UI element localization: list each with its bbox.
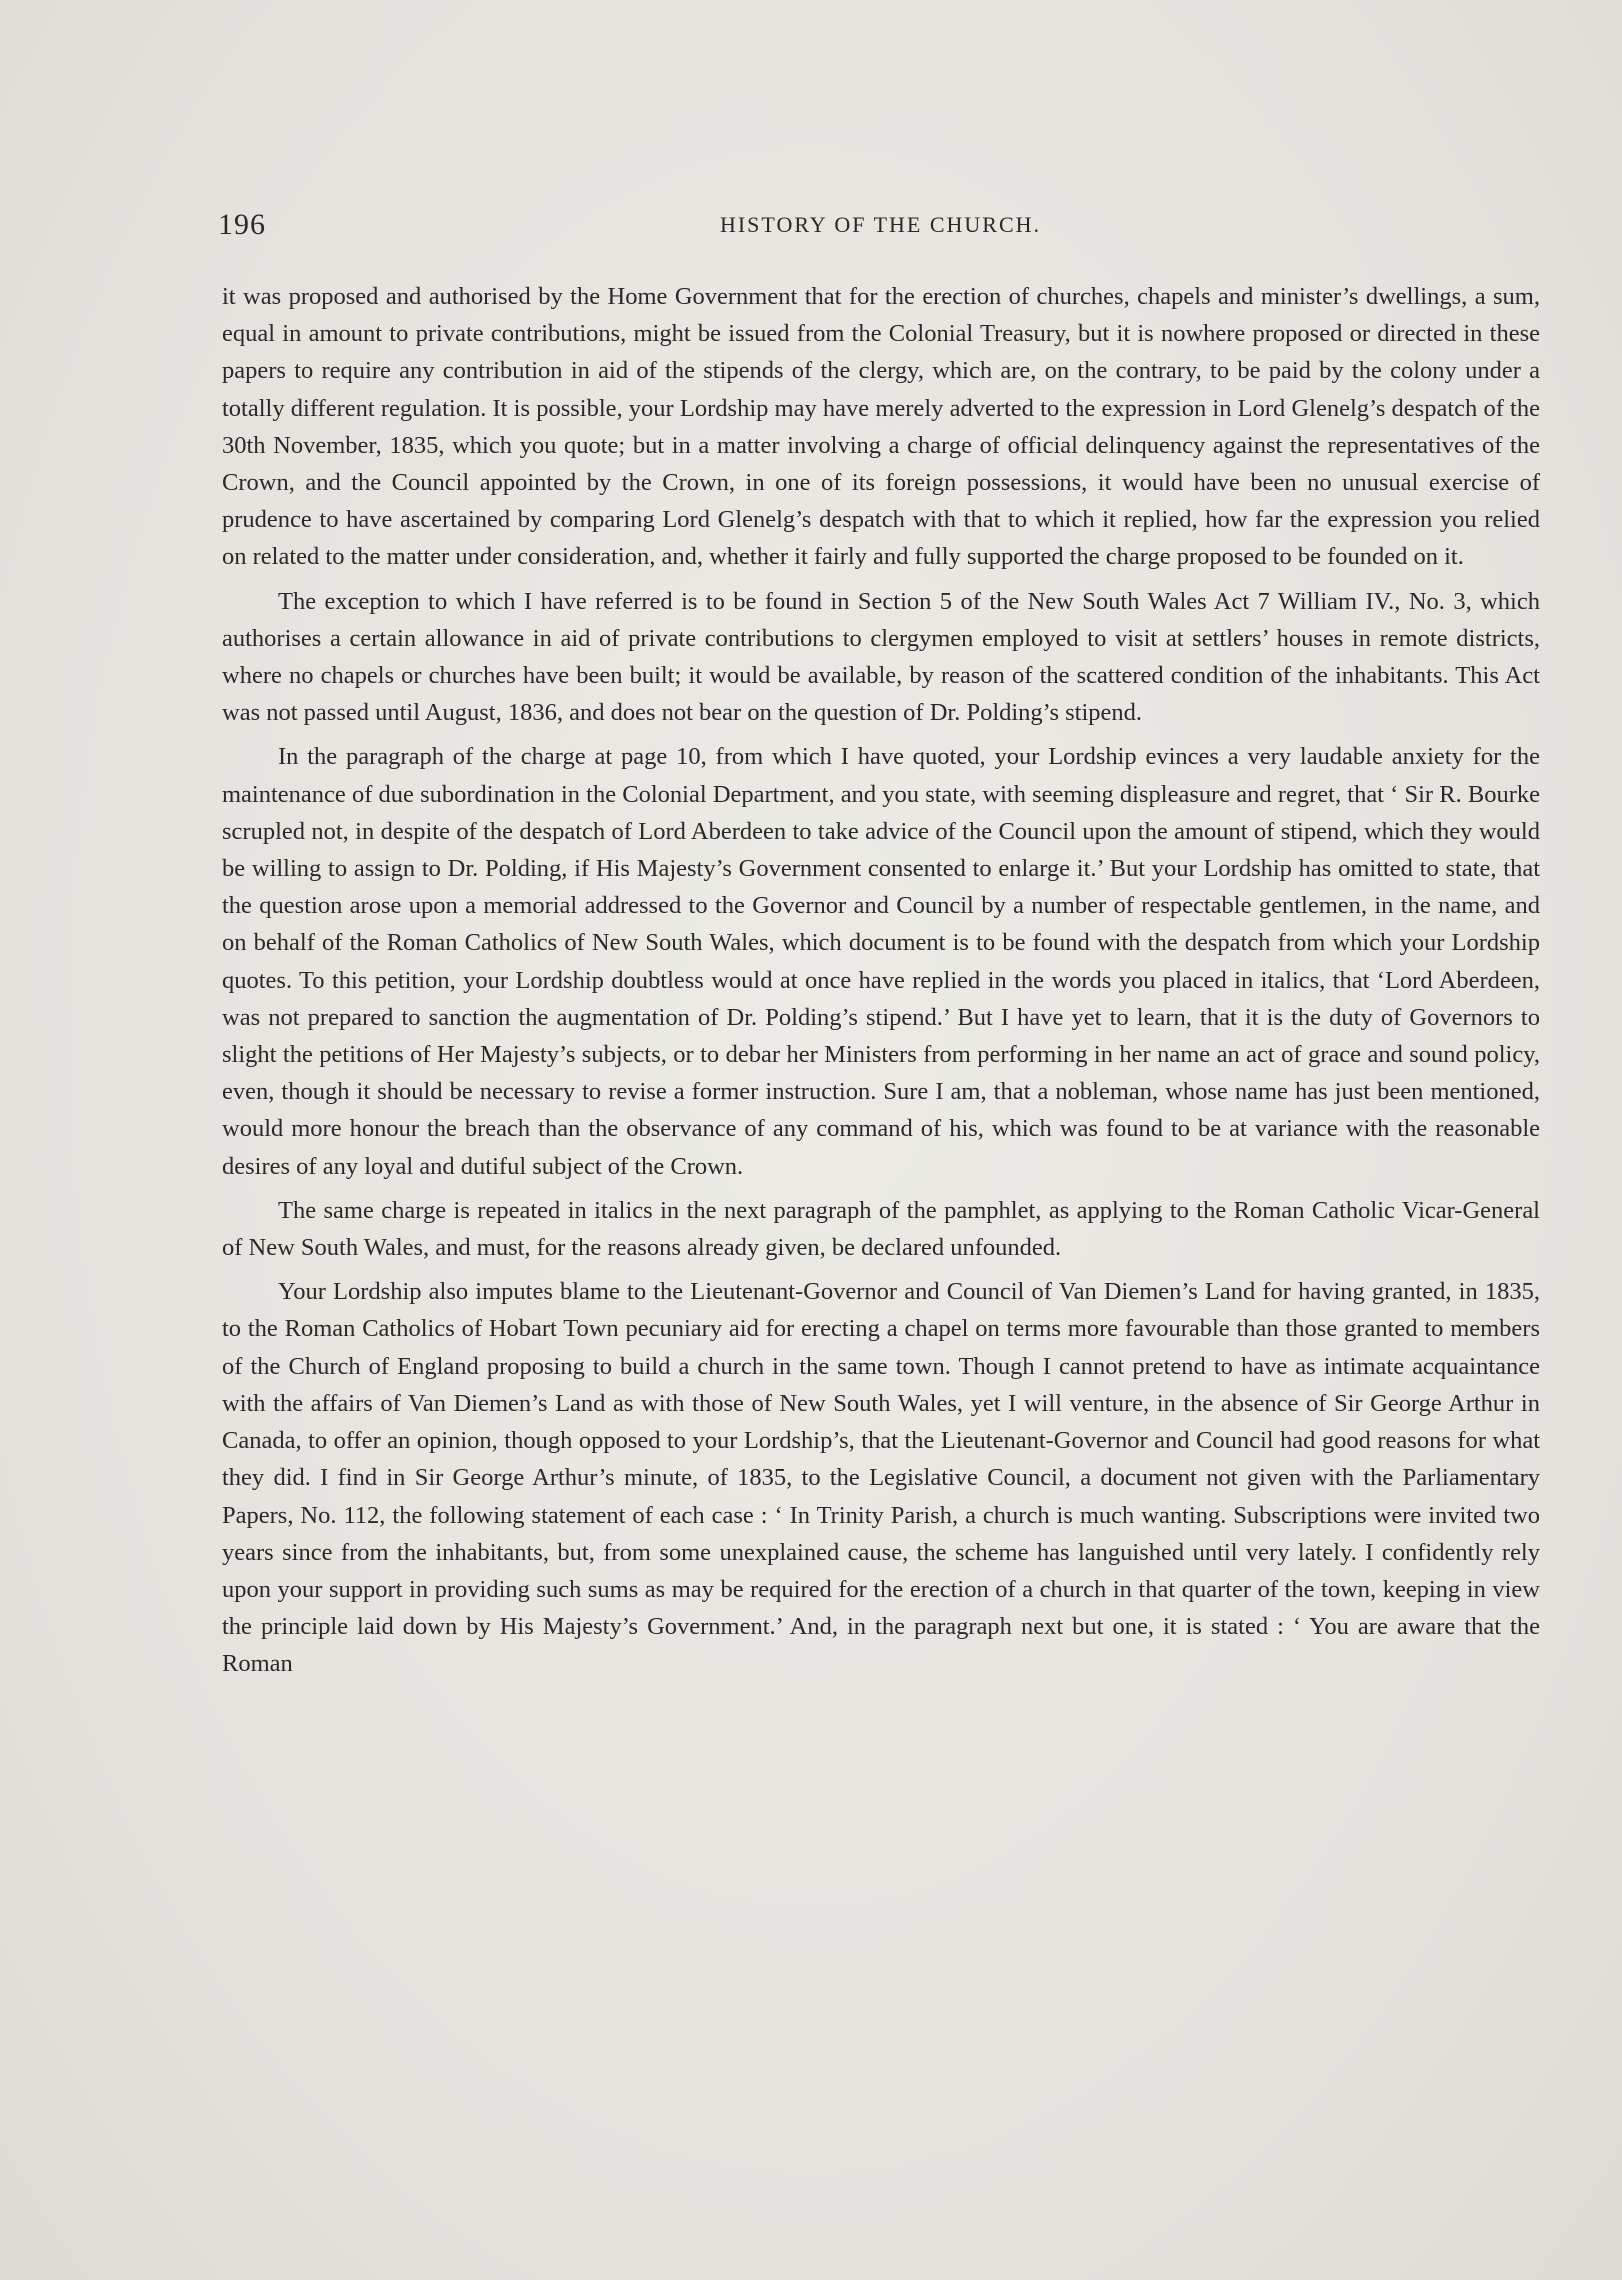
paragraph: The same charge is repeated in italics in the next paragraph of the pamphlet, as applying to the Roman Catholic Vicar-General of New South Wales, and must, for the reasons already given, be declared unfounded. (222, 1196, 1540, 1262)
page-number: 196 (218, 208, 266, 241)
paragraph: Your Lordship also imputes blame to the Lieutenant-Governor and Council of Van Diemen’s Land for having granted, in 1835, to the Roman Catholics of Hobart Town pecuniary aid for erecting a chapel on terms more favourable than those granted to members of the Church of England proposing to build a church in the same town. Though I cannot pretend to have as intimate acquaintance with the affairs of Van Diemen’s Land as with those of New South Wales, yet I will venture, in the absence of Sir George Arthur in Canada, to offer an opinion, though opposed to your Lordship’s, that the Lieutenant-Governor and Council had good reasons for what they did. I find in Sir George Arthur’s minute, of 1835, to the Legislative Council, a document not given with the Parliamentary Papers, No. 112, the following statement of each case : ‘ In Trinity Parish, a church is much wanting. Subscriptions were invited two years since from the inhabitants, but, from some unexplained cause, the scheme has languished until very lately. I confidently rely upon your support in providing such sums as may be required for the erection of a church in that quarter of the town, keeping in view the principle laid down by His Majesty’s Government.’ And, in the paragraph next but one, it is stated : ‘ You are aware that the Roman (222, 1278, 1540, 1678)
paragraph: it was proposed and authorised by the Home Government that for the erection of churches, chapels and minister’s dwellings, a sum, equal in amount to private contributions, might be issued from the Colonial Treasury, but it is nowhere proposed or directed in these papers to require any contribution in aid of the stipends of the clergy, which are, on the contrary, to be paid by the colony under a totally different regulation. It is possible, your Lordship may have merely adverted to the expression in Lord Glenelg’s despatch of the 30th November, 1835, which you quote; but in a matter involving a charge of official delinquency against the representatives of the Crown, and the Council appointed by the Crown, in one of its foreign possessions, it would have been no unusual exercise of prudence to have ascertained by comparing Lord Glenelg’s despatch with that to which it replied, how far the expression you relied on related to the matter under consideration, and, whether it fairly and fully supported the charge proposed to be founded on it. (222, 283, 1540, 571)
paragraph: The exception to which I have referred is to be found in Section 5 of the New South Wales Act 7 William IV., No. 3, which authorises a certain allowance in aid of private contributions to clergymen employed to visit at settlers’ houses in remote districts, where no chapels or churches have been built; it would be available, by reason of the scattered condition of the inhabitants. This Act was not passed until August, 1836, and does not bear on the question of Dr. Polding’s stipend. (222, 587, 1540, 727)
paragraph: In the paragraph of the charge at page 10, from which I have quoted, your Lordship evinces a very laudable anxiety for the maintenance of due subordination in the Colonial Department, and you state, with seeming displeasure and regret, that ‘ Sir R. Bourke scrupled not, in despite of the despatch of Lord Aberdeen to take advice of the Council upon the amount of stipend, which they would be willing to assign to Dr. Polding, if His Majesty’s Government consented to enlarge it.’ But your Lordship has omitted to state, that the question arose upon a memorial addressed to the Governor and Council by a number of respectable gentlemen, in the name, and on behalf of the Roman Catholics of New South Wales, which document is to be found with the despatch from which your Lordship quotes. To this petition, your Lordship doubtless would at once have replied in the words you placed in italics, that ‘Lord Aberdeen, was not prepared to sanction the augmentation of Dr. Polding’s stipend.’ But I have yet to learn, that it is the duty of Governors to slight the petitions of Her Majesty’s subjects, or to debar her Ministers from performing in her name an act of grace and sound policy, even, though it should be necessary to revise a former instruction. Sure I am, that a nobleman, whose name has just been mentioned, would more honour the breach than the observance of any command of his, which was found to be at variance with the reasonable desires of any loyal and dutiful subject of the Crown. (222, 743, 1540, 1180)
body-text (222, 278, 1540, 1690)
running-title: HISTORY OF THE CHURCH. (719, 212, 1042, 237)
page-header (218, 208, 1543, 248)
